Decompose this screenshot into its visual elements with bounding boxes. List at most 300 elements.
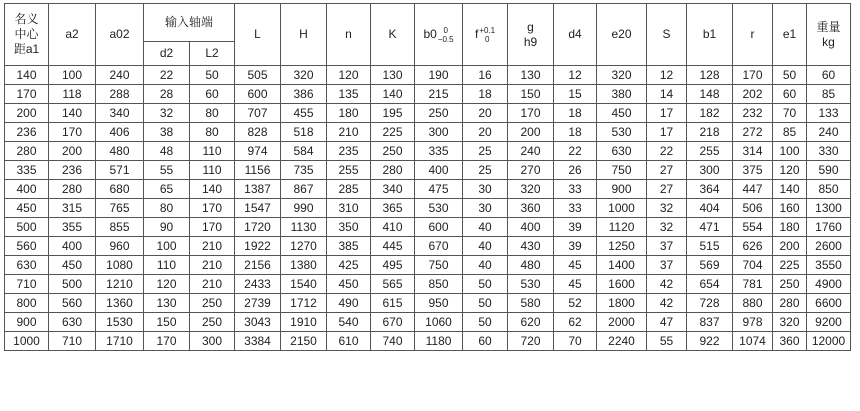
table-row (5, 85, 851, 104)
table-cell: 1720 (235, 218, 281, 237)
table-cell: 110 (190, 161, 235, 180)
table-cell: 445 (371, 237, 415, 256)
table-cell: 1120 (597, 218, 647, 237)
table-cell: 225 (773, 256, 807, 275)
table-cell: 25 (463, 161, 508, 180)
table-cell: 70 (773, 104, 807, 123)
table-cell: 100 (49, 66, 96, 85)
table-cell: 950 (415, 294, 463, 313)
table-cell: 3043 (235, 313, 281, 332)
table-cell: 240 (96, 66, 144, 85)
table-cell: 33 (554, 180, 597, 199)
table-cell: 118 (49, 85, 96, 104)
table-cell: 728 (687, 294, 733, 313)
table-cell: 1400 (597, 256, 647, 275)
table-cell: 182 (687, 104, 733, 123)
table-cell: 500 (49, 275, 96, 294)
table-cell: 50 (773, 66, 807, 85)
table-cell: 1710 (96, 332, 144, 351)
table-cell: 80 (190, 104, 235, 123)
table-cell: 128 (687, 66, 733, 85)
header-L: L (235, 4, 281, 66)
table-cell: 55 (144, 161, 190, 180)
table-cell: 18 (554, 104, 597, 123)
table-cell: 450 (597, 104, 647, 123)
table-cell: 70 (554, 332, 597, 351)
table-cell: 14 (647, 85, 687, 104)
table-cell: 80 (190, 123, 235, 142)
table-row (5, 332, 851, 351)
table-cell: 590 (807, 161, 851, 180)
table-cell: 850 (415, 275, 463, 294)
table-cell: 250 (371, 142, 415, 161)
table-cell: 47 (647, 313, 687, 332)
table-row (5, 237, 851, 256)
table-cell: 1250 (597, 237, 647, 256)
table-cell: 900 (5, 313, 49, 332)
table-cell: 1074 (733, 332, 773, 351)
table-cell: 130 (144, 294, 190, 313)
table-cell: 25 (463, 142, 508, 161)
table-cell: 1130 (281, 218, 327, 237)
table-cell: 272 (733, 123, 773, 142)
table-cell: 130 (371, 66, 415, 85)
table-cell: 735 (281, 161, 327, 180)
table-cell: 180 (327, 104, 371, 123)
table-cell: 2000 (597, 313, 647, 332)
table-cell: 18 (554, 123, 597, 142)
table-cell: 140 (371, 85, 415, 104)
table-cell: 1080 (96, 256, 144, 275)
table-cell: 880 (733, 294, 773, 313)
header-d2: d2 (144, 42, 190, 66)
table-cell: 12 (554, 66, 597, 85)
table-cell: 280 (49, 180, 96, 199)
table-cell: 12 (647, 66, 687, 85)
table-cell: 17 (647, 123, 687, 142)
table-cell: 530 (415, 199, 463, 218)
table-cell: 320 (508, 180, 554, 199)
table-cell: 554 (733, 218, 773, 237)
table-cell: 80 (144, 199, 190, 218)
header-weight: 重量 kg (807, 4, 851, 66)
table-cell: 190 (415, 66, 463, 85)
table-cell: 225 (371, 123, 415, 142)
table-cell: 750 (415, 256, 463, 275)
table-cell: 20 (463, 123, 508, 142)
table-cell: 500 (5, 218, 49, 237)
table-cell: 140 (49, 104, 96, 123)
table-cell: 170 (733, 66, 773, 85)
table-cell: 120 (144, 275, 190, 294)
header-center-distance: 名义 中心 距a1 (5, 4, 49, 66)
table-cell: 202 (733, 85, 773, 104)
table-cell: 2433 (235, 275, 281, 294)
table-cell: 340 (96, 104, 144, 123)
table-cell: 447 (733, 180, 773, 199)
table-cell: 1800 (597, 294, 647, 313)
table-cell: 85 (773, 123, 807, 142)
table-cell: 565 (371, 275, 415, 294)
table-cell: 480 (96, 142, 144, 161)
table-cell: 364 (687, 180, 733, 199)
table-cell: 210 (190, 237, 235, 256)
table-row (5, 180, 851, 199)
table-cell: 32 (647, 218, 687, 237)
table-cell: 200 (5, 104, 49, 123)
table-cell: 1380 (281, 256, 327, 275)
table-row (5, 66, 851, 85)
header-f: f +0.1 0 (463, 4, 508, 66)
table-cell: 50 (190, 66, 235, 85)
table-cell: 45 (554, 256, 597, 275)
table-cell: 1910 (281, 313, 327, 332)
table-cell: 200 (49, 142, 96, 161)
table-cell: 15 (554, 85, 597, 104)
table-cell: 355 (49, 218, 96, 237)
table-row (5, 142, 851, 161)
table-cell: 480 (508, 256, 554, 275)
table-cell: 55 (647, 332, 687, 351)
table-cell: 37 (647, 237, 687, 256)
table-cell: 240 (508, 142, 554, 161)
table-cell: 922 (687, 332, 733, 351)
table-cell: 670 (371, 313, 415, 332)
table-cell: 280 (371, 161, 415, 180)
table-body (5, 66, 851, 351)
table-cell: 571 (96, 161, 144, 180)
table-cell: 569 (687, 256, 733, 275)
table-cell: 65 (144, 180, 190, 199)
table-cell: 40 (463, 218, 508, 237)
header-H: H (281, 4, 327, 66)
table-cell: 2156 (235, 256, 281, 275)
table-cell: 530 (508, 275, 554, 294)
table-cell: 170 (190, 199, 235, 218)
table-cell: 350 (327, 218, 371, 237)
table-cell: 85 (807, 85, 851, 104)
table-cell: 60 (190, 85, 235, 104)
table-row (5, 313, 851, 332)
table-cell: 425 (327, 256, 371, 275)
table-row (5, 161, 851, 180)
table-cell: 630 (5, 256, 49, 275)
table-cell: 18 (463, 85, 508, 104)
table-cell: 1180 (415, 332, 463, 351)
table-cell: 615 (371, 294, 415, 313)
table-cell: 62 (554, 313, 597, 332)
table-cell: 140 (190, 180, 235, 199)
table-cell: 170 (5, 85, 49, 104)
table-cell: 1600 (597, 275, 647, 294)
table-cell: 90 (144, 218, 190, 237)
table-cell: 30 (463, 199, 508, 218)
table-cell: 584 (281, 142, 327, 161)
table-cell: 855 (96, 218, 144, 237)
table-cell: 1547 (235, 199, 281, 218)
table-cell: 704 (733, 256, 773, 275)
table-cell: 1000 (5, 332, 49, 351)
table-cell: 837 (687, 313, 733, 332)
table-cell: 300 (190, 332, 235, 351)
table-cell: 320 (281, 66, 327, 85)
table-cell: 26 (554, 161, 597, 180)
table-cell: 20 (463, 104, 508, 123)
table-cell: 1000 (597, 199, 647, 218)
header-d4: d4 (554, 4, 597, 66)
table-cell: 2739 (235, 294, 281, 313)
table-row (5, 123, 851, 142)
table-cell: 680 (96, 180, 144, 199)
table-cell: 40 (463, 256, 508, 275)
table-cell: 270 (508, 161, 554, 180)
table-cell: 314 (733, 142, 773, 161)
header-n: n (327, 4, 371, 66)
table-cell: 455 (281, 104, 327, 123)
table-cell: 400 (415, 161, 463, 180)
table-cell: 16 (463, 66, 508, 85)
table-cell: 39 (554, 218, 597, 237)
table-cell: 475 (415, 180, 463, 199)
table-cell: 133 (807, 104, 851, 123)
table-cell: 974 (235, 142, 281, 161)
table-cell: 250 (190, 313, 235, 332)
table-cell: 4900 (807, 275, 851, 294)
table-cell: 135 (327, 85, 371, 104)
table-cell: 285 (327, 180, 371, 199)
table-cell: 1760 (807, 218, 851, 237)
table-cell: 150 (144, 313, 190, 332)
table-cell: 450 (5, 199, 49, 218)
dimension-table (4, 3, 851, 351)
table-cell: 960 (96, 237, 144, 256)
table-cell: 1060 (415, 313, 463, 332)
table-cell: 27 (647, 180, 687, 199)
table-cell: 236 (5, 123, 49, 142)
table-cell: 250 (773, 275, 807, 294)
table-cell: 210 (190, 275, 235, 294)
table-cell: 360 (508, 199, 554, 218)
table-cell: 130 (508, 66, 554, 85)
table-cell: 375 (733, 161, 773, 180)
table-cell: 707 (235, 104, 281, 123)
table-cell: 140 (773, 180, 807, 199)
table-cell: 620 (508, 313, 554, 332)
table-cell: 781 (733, 275, 773, 294)
header-K: K (371, 4, 415, 66)
table-cell: 280 (5, 142, 49, 161)
table-cell: 120 (773, 161, 807, 180)
table-cell: 1360 (96, 294, 144, 313)
table-cell: 495 (371, 256, 415, 275)
header-input-shaft: 输入轴端 (144, 4, 235, 42)
table-cell: 120 (327, 66, 371, 85)
table-cell: 630 (49, 313, 96, 332)
table-cell: 45 (554, 275, 597, 294)
table-cell: 40 (463, 237, 508, 256)
table-cell: 3550 (807, 256, 851, 275)
table-row (5, 199, 851, 218)
table-cell: 110 (190, 142, 235, 161)
table-cell: 1540 (281, 275, 327, 294)
header-b0: b0 0 −0.5 (415, 4, 463, 66)
table-cell: 2150 (281, 332, 327, 351)
table-cell: 1530 (96, 313, 144, 332)
table-cell: 50 (463, 275, 508, 294)
table-cell: 560 (49, 294, 96, 313)
table-cell: 22 (647, 142, 687, 161)
table-cell: 1712 (281, 294, 327, 313)
table-cell: 170 (144, 332, 190, 351)
table-cell: 404 (687, 199, 733, 218)
table-cell: 160 (773, 199, 807, 218)
table-cell: 1300 (807, 199, 851, 218)
table-cell: 450 (49, 256, 96, 275)
table-cell: 710 (49, 332, 96, 351)
table-cell: 235 (327, 142, 371, 161)
table-cell: 380 (597, 85, 647, 104)
table-cell: 506 (733, 199, 773, 218)
table-cell: 33 (554, 199, 597, 218)
table-cell: 600 (235, 85, 281, 104)
table-row (5, 104, 851, 123)
table-cell: 22 (144, 66, 190, 85)
table-cell: 48 (144, 142, 190, 161)
table-cell: 28 (144, 85, 190, 104)
table-cell: 626 (733, 237, 773, 256)
header-L2: L2 (190, 42, 235, 66)
table-cell: 60 (773, 85, 807, 104)
table-cell: 250 (415, 104, 463, 123)
table-cell: 210 (327, 123, 371, 142)
table-cell: 990 (281, 199, 327, 218)
table-cell: 255 (327, 161, 371, 180)
table-cell: 140 (5, 66, 49, 85)
table-cell: 471 (687, 218, 733, 237)
table-cell: 740 (371, 332, 415, 351)
table-cell: 630 (597, 142, 647, 161)
table-cell: 39 (554, 237, 597, 256)
header-e1: e1 (773, 4, 807, 66)
table-cell: 340 (371, 180, 415, 199)
table-cell: 300 (687, 161, 733, 180)
table-cell: 330 (807, 142, 851, 161)
table-cell: 300 (415, 123, 463, 142)
table-cell: 600 (415, 218, 463, 237)
table-cell: 1387 (235, 180, 281, 199)
table-cell: 200 (773, 237, 807, 256)
table-cell: 6600 (807, 294, 851, 313)
table-cell: 22 (554, 142, 597, 161)
table-cell: 170 (190, 218, 235, 237)
table-cell: 17 (647, 104, 687, 123)
table-cell: 9200 (807, 313, 851, 332)
table-cell: 240 (807, 123, 851, 142)
table-cell: 200 (508, 123, 554, 142)
table-cell: 850 (807, 180, 851, 199)
table-cell: 37 (647, 256, 687, 275)
table-cell: 2240 (597, 332, 647, 351)
table-cell: 100 (773, 142, 807, 161)
table-cell: 288 (96, 85, 144, 104)
table-cell: 50 (463, 313, 508, 332)
header-e20: e20 (597, 4, 647, 66)
table-cell: 360 (773, 332, 807, 351)
table-cell: 530 (597, 123, 647, 142)
table-cell: 52 (554, 294, 597, 313)
table-cell: 400 (508, 218, 554, 237)
table-cell: 365 (371, 199, 415, 218)
table-cell: 765 (96, 199, 144, 218)
table-cell: 210 (190, 256, 235, 275)
table-cell: 32 (647, 199, 687, 218)
table-cell: 236 (49, 161, 96, 180)
header-g: g h9 (508, 4, 554, 66)
table-cell: 610 (327, 332, 371, 351)
table-cell: 320 (597, 66, 647, 85)
table-cell: 280 (773, 294, 807, 313)
table-cell: 150 (508, 85, 554, 104)
table-cell: 100 (144, 237, 190, 256)
table-cell: 215 (415, 85, 463, 104)
header-S: S (647, 4, 687, 66)
table-cell: 430 (508, 237, 554, 256)
table-cell: 580 (508, 294, 554, 313)
table-cell: 310 (327, 199, 371, 218)
table-cell: 27 (647, 161, 687, 180)
table-cell: 170 (508, 104, 554, 123)
table-cell: 410 (371, 218, 415, 237)
table-cell: 2600 (807, 237, 851, 256)
table-cell: 515 (687, 237, 733, 256)
table-row (5, 256, 851, 275)
table-cell: 400 (5, 180, 49, 199)
table-cell: 867 (281, 180, 327, 199)
table-cell: 42 (647, 294, 687, 313)
table-cell: 255 (687, 142, 733, 161)
table-cell: 710 (5, 275, 49, 294)
table-cell: 170 (49, 123, 96, 142)
table-cell: 3384 (235, 332, 281, 351)
table-cell: 406 (96, 123, 144, 142)
table-cell: 12000 (807, 332, 851, 351)
header-a02: a02 (96, 4, 144, 66)
table-cell: 1270 (281, 237, 327, 256)
table-cell: 218 (687, 123, 733, 142)
table-cell: 60 (463, 332, 508, 351)
table-row (5, 275, 851, 294)
table-cell: 195 (371, 104, 415, 123)
table-cell: 800 (5, 294, 49, 313)
table-cell: 32 (144, 104, 190, 123)
table-cell: 505 (235, 66, 281, 85)
table-cell: 450 (327, 275, 371, 294)
table-cell: 335 (415, 142, 463, 161)
table-cell: 50 (463, 294, 508, 313)
table-cell: 670 (415, 237, 463, 256)
table-cell: 490 (327, 294, 371, 313)
table-cell: 335 (5, 161, 49, 180)
table-cell: 320 (773, 313, 807, 332)
table-cell: 110 (144, 256, 190, 275)
table-cell: 518 (281, 123, 327, 142)
header-b1: b1 (687, 4, 733, 66)
table-cell: 1210 (96, 275, 144, 294)
table-cell: 1922 (235, 237, 281, 256)
table-cell: 978 (733, 313, 773, 332)
table-cell: 232 (733, 104, 773, 123)
table-cell: 540 (327, 313, 371, 332)
